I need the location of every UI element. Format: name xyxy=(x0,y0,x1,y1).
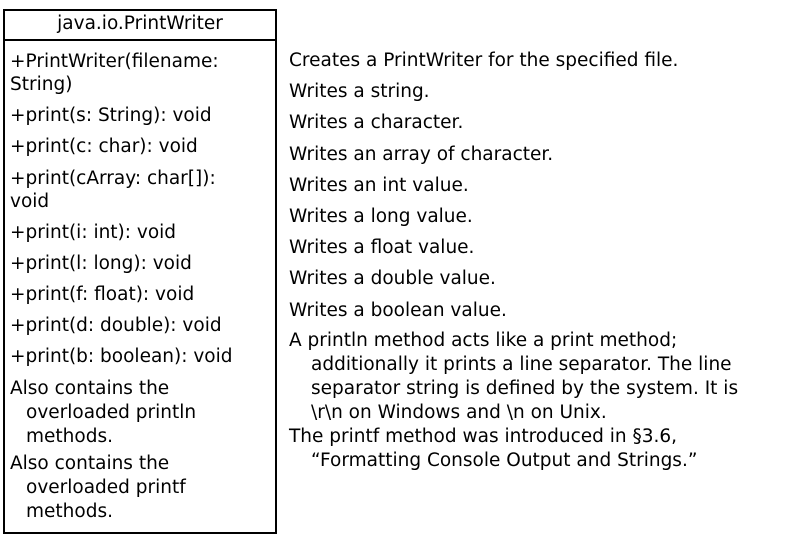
desc-print-int: Writes an int value. xyxy=(289,174,469,196)
member-print-boolean: +print(b: boolean): void xyxy=(10,346,233,367)
note-line: overloaded printf xyxy=(26,477,186,498)
desc-print-char: Writes a character. xyxy=(289,112,464,134)
note-line: Also contains the xyxy=(10,453,170,474)
note-line: methods. xyxy=(26,426,113,447)
class-name: java.io.PrintWriter xyxy=(5,11,275,41)
class-members xyxy=(5,41,275,524)
desc-print-char-array: Writes an array of character. xyxy=(289,143,554,165)
member-print-char-array xyxy=(10,167,271,213)
member-line: String) xyxy=(10,74,73,95)
desc-line: The printf method was introduced in §3.6, xyxy=(289,425,678,447)
note-line: methods. xyxy=(26,501,113,522)
uml-class-box xyxy=(3,9,277,534)
desc-line: \r\n on Windows and \n on Unix. xyxy=(311,401,607,423)
member-line: +print(cArray: char[]): xyxy=(10,168,216,189)
method-descriptions xyxy=(289,48,799,473)
desc-println xyxy=(289,329,799,425)
member-line: +PrintWriter(filename: xyxy=(10,51,219,72)
desc-print-long: Writes a long value. xyxy=(289,205,473,227)
member-print-double: +print(d: double): void xyxy=(10,315,222,336)
member-print-int: +print(i: int): void xyxy=(10,222,177,243)
member-print-float: +print(f: float): void xyxy=(10,284,195,305)
desc-print-double: Writes a double value. xyxy=(289,268,496,290)
desc-line: additionally it prints a line separator. The line xyxy=(311,353,732,375)
note-line: overloaded println xyxy=(26,402,197,423)
desc-print-boolean: Writes a boolean value. xyxy=(289,299,507,321)
desc-printf xyxy=(289,425,799,473)
desc-constructor: Creates a PrintWriter for the specified file. xyxy=(289,50,679,71)
note-println xyxy=(10,377,271,449)
desc-print-string: Writes a string. xyxy=(289,81,430,103)
desc-line: “Formatting Console Output and Strings.” xyxy=(311,449,698,471)
member-print-string: +print(s: String): void xyxy=(10,105,212,126)
desc-line: A println method acts like a print method; xyxy=(289,329,678,351)
member-constructor xyxy=(10,50,271,96)
desc-print-float: Writes a float value. xyxy=(289,237,475,259)
note-line: Also contains the xyxy=(10,378,170,399)
member-line: void xyxy=(10,191,50,212)
note-printf xyxy=(10,452,271,524)
member-print-long: +print(l: long): void xyxy=(10,253,192,274)
member-print-char: +print(c: char): void xyxy=(10,136,198,157)
desc-line: separator string is defined by the system. It is xyxy=(311,377,739,399)
